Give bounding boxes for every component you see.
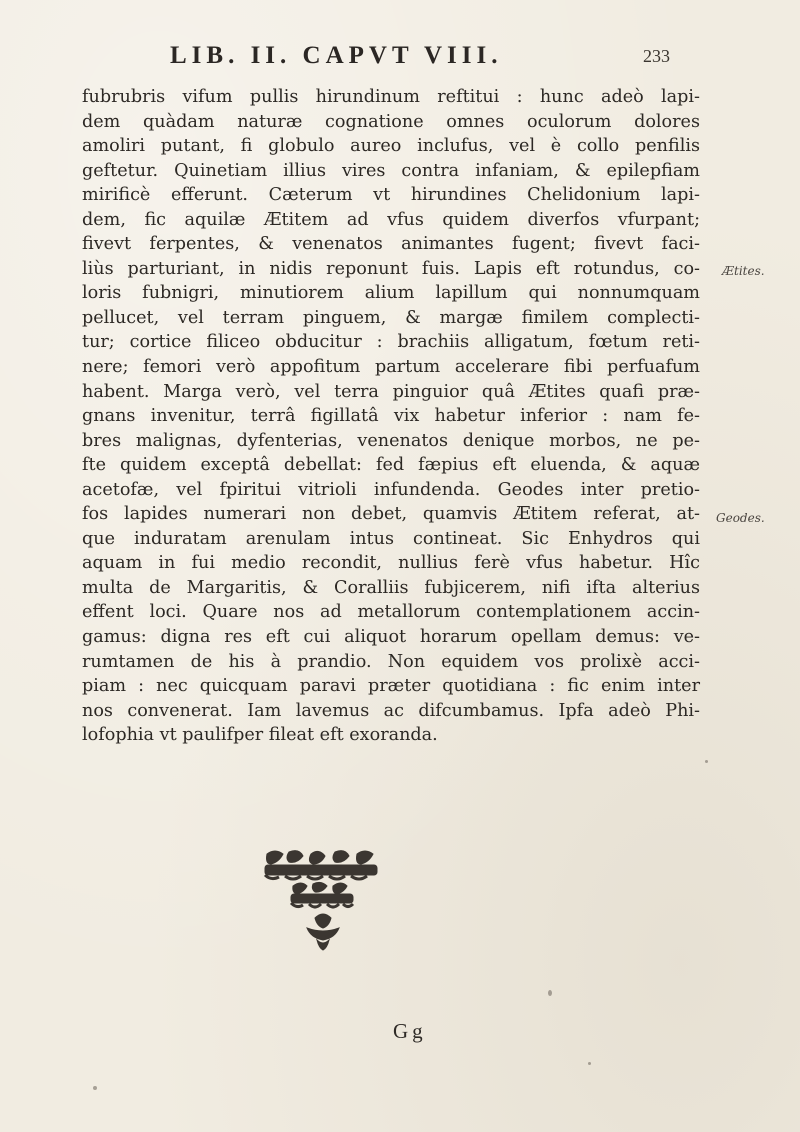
marginal-note-geodes: Geodes. bbox=[716, 511, 765, 525]
paper-speck bbox=[93, 1086, 97, 1090]
text-line: dem, fic aquilæ Ætitem ad vfus quidem diverfos vfurpant; bbox=[82, 209, 700, 230]
paper-speck bbox=[705, 760, 708, 763]
text-line: fos lapides numerari non debet, quamvis Ætitem referat, at- bbox=[82, 504, 700, 525]
text-line: mirificè efferunt. Cæterum vt hirundines Chelidonium lapi- bbox=[82, 185, 700, 206]
text-line: liùs parturiant, in nidis reponunt fuis. Lapis eft rotundus, co- bbox=[82, 258, 700, 279]
text-line: multa de Margaritis, & Coralliis fubjicerem, nifi ifta alterius bbox=[82, 577, 700, 598]
paper-speck bbox=[588, 1062, 591, 1065]
text-line: que induratam arenulam intus contineat. Sic Enhydros qui bbox=[82, 528, 700, 549]
marginal-note-aetites: Ætites. bbox=[722, 264, 765, 278]
text-line: geftetur. Quinetiam illius vires contra infaniam, & epilepfiam bbox=[82, 160, 700, 181]
text-line: nos convenerat. Iam lavemus ac difcumbamus. Ipfa adeò Phi- bbox=[82, 700, 700, 721]
text-line: loris fubnigri, minutiorem alium lapillum qui nonnumquam bbox=[82, 283, 700, 304]
text-line: gnans invenitur, terrâ figillatâ vix habetur inferior : nam fe- bbox=[82, 406, 700, 427]
text-line: dem quàdam naturæ cognatione omnes oculorum dolores bbox=[82, 111, 700, 132]
floral-tailpiece-ornament-icon bbox=[245, 848, 405, 958]
text-line: fte quidem exceptâ debellat: fed fæpius eft eluenda, & aquæ bbox=[82, 455, 700, 476]
text-line: pellucet, vel terram pinguem, & margæ fimilem complecti- bbox=[82, 307, 700, 328]
text-line: habent. Marga verò, vel terra pinguior quâ Ætites quafi præ- bbox=[82, 381, 700, 402]
text-line: bres malignas, dyfenterias, venenatos denique morbos, ne pe- bbox=[82, 430, 700, 451]
paper-speck bbox=[548, 990, 552, 996]
text-line: nere; femori verò appofitum partum accelerare fibi perfuafum bbox=[82, 357, 700, 378]
signature-mark: Gg bbox=[393, 1019, 427, 1043]
text-line: fubrubris vifum pullis hirundinum reftitui : hunc adeò lapi- bbox=[82, 87, 700, 107]
text-line: rumtamen de his à prandio. Non equidem vos prolixè acci- bbox=[82, 651, 700, 672]
text-line: fivevt ferpentes, & venenatos animantes fugent; fivevt faci- bbox=[82, 234, 700, 255]
text-line: effent loci. Quare nos ad metallorum contemplationem accin- bbox=[82, 602, 700, 623]
body-text bbox=[82, 85, 700, 748]
running-head bbox=[170, 42, 670, 74]
text-line: lofophia vt paulifper fileat eft exoranda. bbox=[82, 725, 438, 746]
text-line: piam : nec quicquam paravi præter quotidiana : fic enim inter bbox=[82, 676, 700, 697]
text-line: gamus: digna res eft cui aliquot horarum opellam demus: ve- bbox=[82, 627, 700, 648]
text-line: tur; cortice filiceo obducitur : brachiis alligatum, fœtum reti- bbox=[82, 332, 700, 353]
page-number: 233 bbox=[643, 46, 670, 66]
text-line: acetofæ, vel fpiritui vitrioli infundenda. Geodes inter pretio- bbox=[82, 479, 700, 500]
running-head-title: LIB. II. CAPVT VIII. bbox=[170, 42, 503, 69]
text-line: aquam in fui medio recondit, nullius ferè vfus habetur. Hîc bbox=[82, 553, 700, 574]
text-line: amoliri putant, fi globulo aureo inclufus, vel è collo penfilis bbox=[82, 136, 700, 157]
